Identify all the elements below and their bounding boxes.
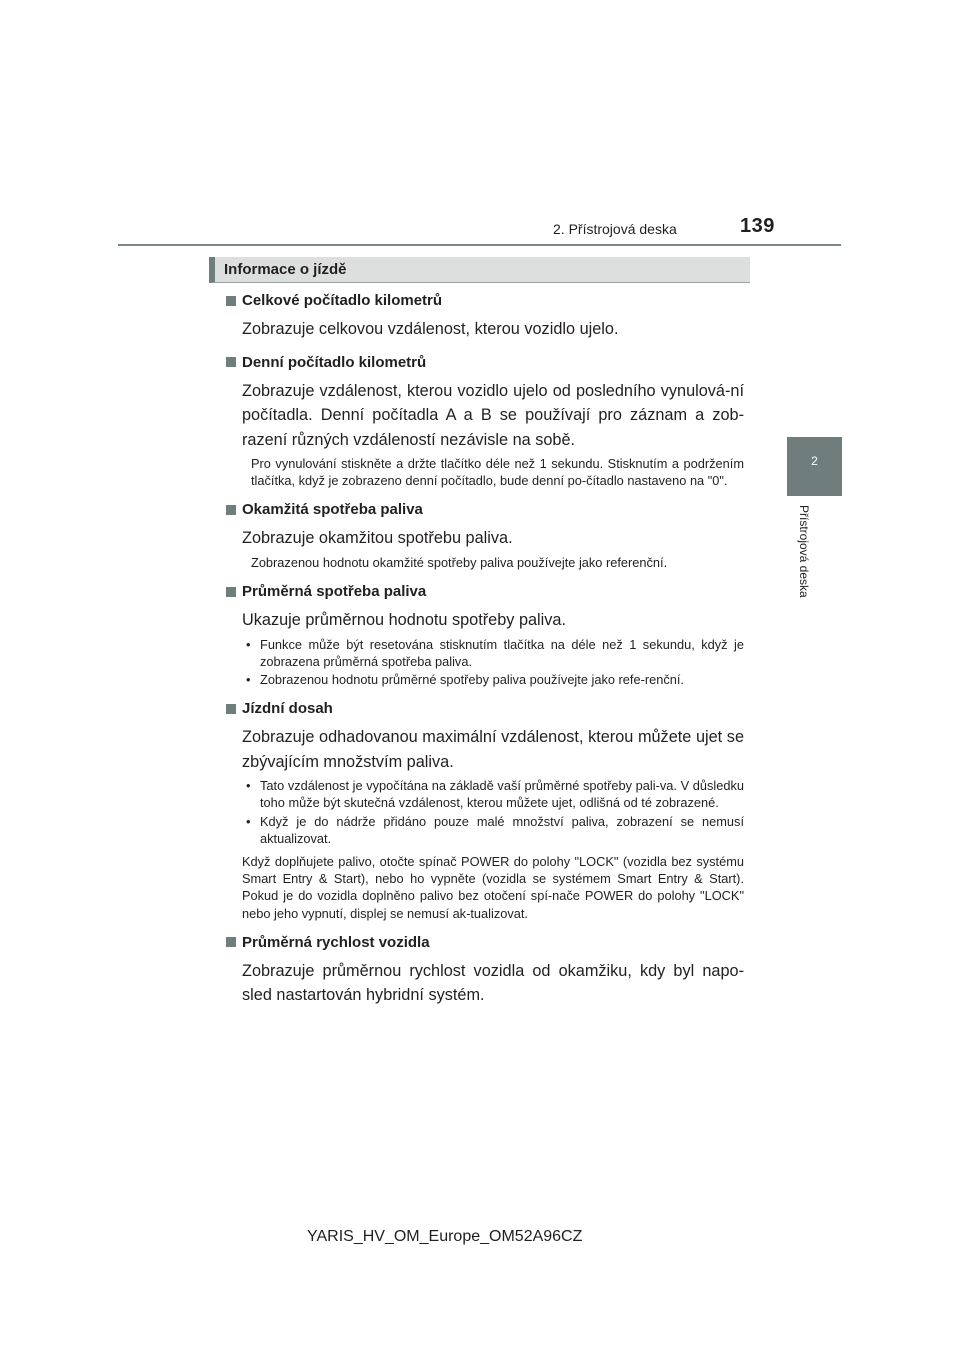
item-heading [226, 700, 744, 717]
bullet-note: • Když je do nádrže přidáno pouze malé množství paliva, zobrazení se nemusí aktualizovat. [242, 813, 744, 847]
document-footer-code: YARIS_HV_OM_Europe_OM52A96CZ [307, 1228, 583, 1245]
item-body: Zobrazuje vzdálenost, kterou vozidlo ujelo od posledního vynulová-ní počítadla. Denní počítadla A a B se používají pro záznam a zob-razení různých vzdáleností nezávisle na sobě. [242, 381, 744, 449]
item-heading-text: Celkové počítadlo kilometrů [242, 292, 443, 309]
item-body: Zobrazuje průměrnou rychlost vozidla od okamžiku, kdy byl napo-sled nastartován hybridní systém. [242, 961, 744, 1005]
page-number: 139 [740, 215, 775, 237]
chapter-tab-label [797, 505, 811, 620]
item-bullet-list [242, 636, 744, 689]
item-extra-note: Když doplňujete palivo, otočte spínač POWER do polohy "LOCK" (vozidla bez systému Smart Entry & Start), nebo ho vypněte (vozidla se systémem Smart Entry & Start). Pokud je do vozidla doplněno palivo bez otočení spí-nače POWER do polohy "LOCK" nebo jeho vypnutí, displej se nemusí ak-tualizovat. [242, 854, 744, 921]
item-heading-text: Denní počítadlo kilometrů [242, 353, 427, 371]
bullet-note: • Zobrazenou hodnotu průměrné spotřeby paliva používejte jako refe-renční. [242, 671, 744, 688]
item-body: Ukazuje průměrnou hodnotu spotřeby paliva. [242, 611, 567, 630]
square-bullet-icon [226, 587, 236, 597]
item-note: Zobrazenou hodnotu okamžité spotřeby paliva používejte jako referenční. [251, 554, 668, 570]
header-section-title: 2. Přístrojová deska [553, 221, 677, 237]
item-bullet-list [242, 777, 744, 847]
section-title: Informace o jízdě [224, 261, 347, 278]
item-heading-text: Průměrná rychlost vozidla [242, 933, 430, 951]
main-content [226, 292, 744, 1011]
chapter-tab-number: 2 [787, 437, 842, 496]
bullet-note: • Tato vzdálenost je vypočítána na základě vaší průměrné spotřeby pali-va. V důsledku toho může být skutečná vzdálenost, kterou můžete ujet, odlišná od té zobrazené. [242, 777, 744, 811]
item-heading [226, 501, 744, 518]
square-bullet-icon [226, 505, 236, 515]
bullet-note: • Funkce může být resetována stisknutím tlačítka na déle než 1 sekundu, když je zobrazena průměrná spotřeba paliva. [242, 636, 744, 670]
item-note: Pro vynulování stiskněte a držte tlačítko déle než 1 sekundu. Stisknutím a podržením tlačítka, když je zobrazeno denní počítadlo, bude denní po-čítadlo nastaveno na "0". [251, 456, 744, 489]
item-heading-text: Jízdní dosah [242, 700, 333, 718]
header-divider [118, 244, 841, 246]
item-body: Zobrazuje okamžitou spotřebu paliva. [242, 529, 513, 548]
square-bullet-icon [226, 296, 236, 306]
item-heading [226, 354, 744, 371]
item-heading [226, 292, 744, 309]
item-heading-text: Okamžitá spotřeba paliva [242, 501, 423, 519]
item-heading [226, 934, 744, 951]
square-bullet-icon [226, 357, 236, 367]
square-bullet-icon [226, 704, 236, 714]
item-heading-text: Průměrná spotřeba paliva [242, 583, 427, 601]
square-bullet-icon [226, 937, 236, 947]
item-body: Zobrazuje celkovou vzdálenost, kterou vozidlo ujelo. [242, 320, 619, 338]
section-title-bar [209, 257, 750, 283]
item-heading [226, 583, 744, 600]
chapter-tab-label-text: Přístrojová deska [797, 505, 811, 598]
item-body: Zobrazuje odhadovanou maximální vzdálenost, kterou můžete ujet se zbývajícím množstvím paliva. [242, 728, 744, 771]
